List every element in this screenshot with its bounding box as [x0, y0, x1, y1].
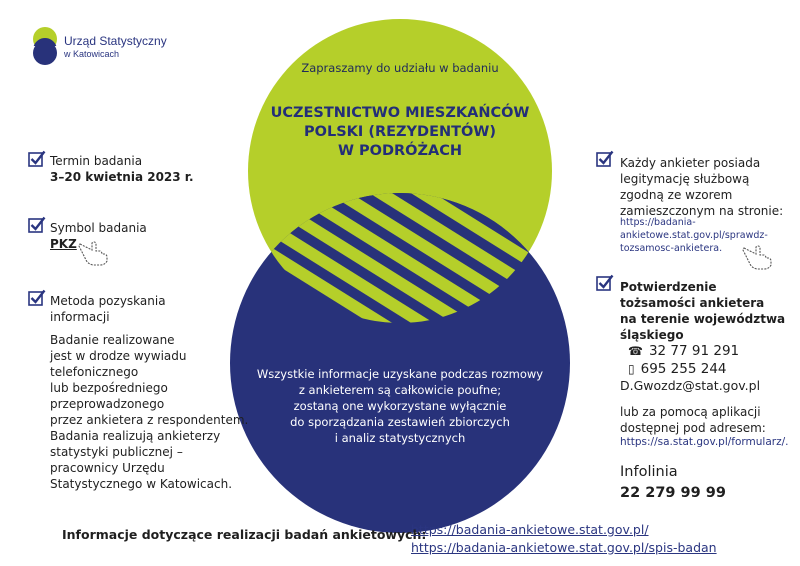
app-line: dostępnej pod adresem:: [620, 421, 766, 435]
hotline-number: 22 279 99 99: [620, 485, 726, 501]
confirm-line: Potwierdzenie: [620, 280, 717, 294]
id-link-line[interactable]: ankietowe.stat.gov.pl/sprawdz-: [620, 230, 768, 241]
checkbox-checked-icon: [28, 289, 46, 307]
method-desc-line: lub bezpośredniego: [50, 381, 168, 395]
mobile-row: [628, 360, 739, 378]
confirm-line: śląskiego: [620, 328, 684, 342]
contact-phones: [628, 342, 739, 378]
logo-name: Urząd Statystyczny: [64, 34, 167, 48]
term-value: 3–20 kwietnia 2023 r.: [50, 170, 194, 184]
term-label: Termin badania: [50, 154, 143, 168]
footer-links: [411, 521, 717, 557]
term-block: [50, 153, 194, 185]
checkbox-checked-icon: [28, 150, 46, 168]
method-desc-line: Badania realizują ankieterzy: [50, 429, 221, 443]
landline-number: 32 77 91 291: [648, 343, 740, 359]
method-desc-line: telefonicznego: [50, 365, 139, 379]
confidential-line: i analiz statystycznych: [334, 431, 466, 445]
method-description: [50, 332, 248, 492]
method-desc-line: pracownicy Urzędu: [50, 461, 165, 475]
method-label: informacji: [50, 310, 110, 324]
mobile-phone-icon: ▯: [628, 362, 635, 376]
hotline-label: Infolinia: [620, 464, 678, 480]
mobile-number: 695 255 244: [640, 361, 727, 377]
confidential-line: z ankieterem są całkowicie poufne;: [298, 383, 502, 397]
confirm-block: [620, 279, 785, 343]
id-line: zamieszczonym na stronie:: [620, 204, 784, 218]
landline-row: [628, 342, 739, 360]
contact-email[interactable]: D.Gwozdz@stat.gov.pl: [620, 378, 761, 393]
footer-link-2[interactable]: https://badania-ankietowe.stat.gov.pl/spis-badan: [411, 540, 717, 555]
pointing-hand-icon: [742, 242, 774, 270]
invite-text: Zapraszamy do udziału w badaniu: [301, 61, 499, 75]
title-line-2: POLSKI (REZYDENTÓW): [304, 124, 496, 140]
method-desc-line: jest w drodze wywiadu: [50, 349, 187, 363]
confirm-line: tożsamości ankietera: [620, 296, 765, 310]
telephone-icon: ☎: [628, 344, 643, 358]
checkbox-checked-icon: [596, 150, 614, 168]
id-block: [620, 155, 783, 219]
id-link-line[interactable]: https://badania-: [620, 217, 696, 228]
confirm-line: na terenie województwa: [620, 312, 786, 326]
id-line: zgodną ze wzorem: [620, 188, 733, 202]
method-desc-line: Badanie realizowane: [50, 333, 175, 347]
method-desc-line: przez ankietera z respondentem.: [50, 413, 249, 427]
title-line-3: W PODRÓŻACH: [337, 143, 463, 159]
confidential-line: do sporządzania zestawień zbiorczych: [290, 415, 510, 429]
footer-label: Informacje dotyczące realizacji badań ankietowych:: [62, 527, 427, 542]
method-block: [50, 293, 166, 325]
id-line: Każdy ankieter posiada: [620, 156, 761, 170]
app-link[interactable]: https://sa.stat.gov.pl/formularz/.: [620, 436, 789, 448]
method-desc-line: przeprowadzonego: [50, 397, 165, 411]
app-block: [620, 404, 766, 436]
confidential-line: zostaną one wykorzystane wyłącznie: [293, 399, 507, 413]
symbol-value: PKZ: [50, 237, 77, 251]
checkbox-checked-icon: [28, 216, 46, 234]
pointing-hand-icon: [78, 238, 110, 266]
method-label: Metoda pozyskania: [50, 294, 166, 308]
confidentiality-note: [246, 366, 554, 446]
survey-title: [252, 104, 548, 161]
confidential-line: Wszystkie informacje uzyskane podczas rozmowy: [256, 367, 544, 381]
method-desc-line: statystyki publicznej –: [50, 445, 183, 459]
method-desc-line: Statystycznego w Katowicach.: [50, 477, 233, 491]
logo-city: w Katowicach: [64, 49, 120, 59]
title-line-1: UCZESTNICTWO MIESZKAŃCÓW: [270, 105, 530, 121]
checkbox-checked-icon: [596, 274, 614, 292]
id-link-line[interactable]: tozsamosc-ankietera.: [620, 243, 723, 254]
symbol-label: Symbol badania: [50, 221, 147, 235]
footer-link-1[interactable]: https://badania-ankietowe.stat.gov.pl/: [411, 522, 649, 537]
id-line: legitymację służbową: [620, 172, 750, 186]
app-line: lub za pomocą aplikacji: [620, 405, 761, 419]
